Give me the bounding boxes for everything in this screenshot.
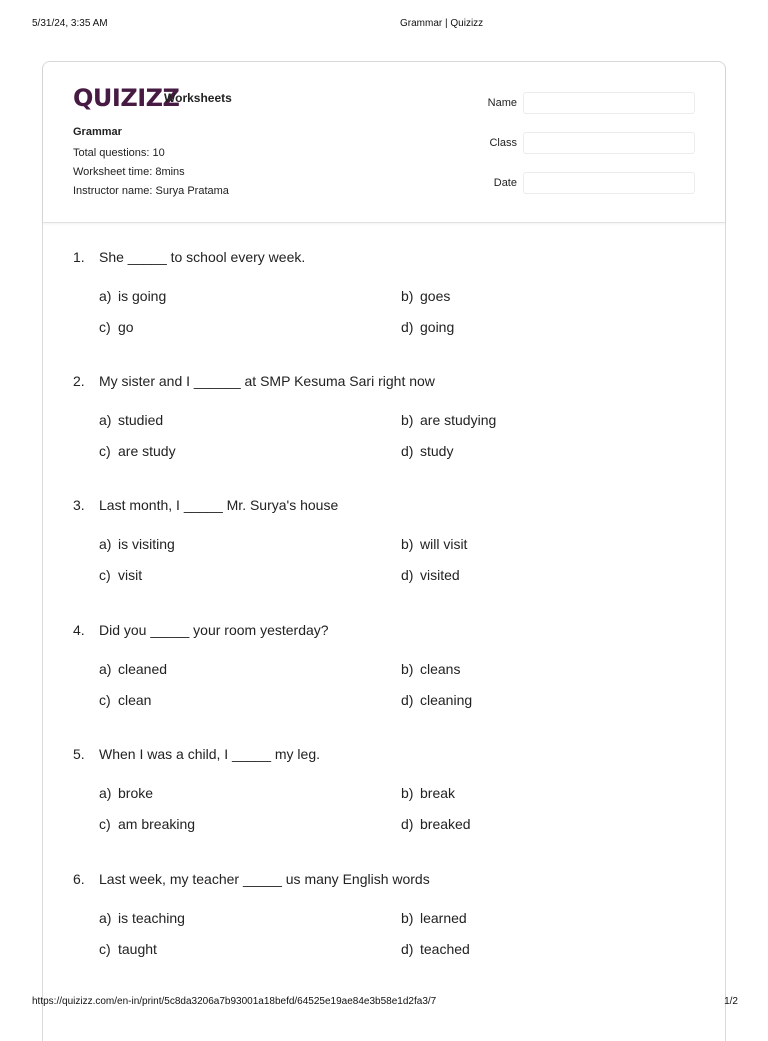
option-b <box>401 910 467 926</box>
option-letter: d) <box>401 816 414 832</box>
question-number: 6. <box>73 871 85 887</box>
question-text: She _____ to school every week. <box>99 249 306 265</box>
question-number: 3. <box>73 497 85 513</box>
option-letter: d) <box>401 692 414 708</box>
option-letter: c) <box>99 319 111 335</box>
option-letter: d) <box>401 443 414 459</box>
option-text: will visit <box>420 536 468 552</box>
option-letter: a) <box>99 536 112 552</box>
option-text: broke <box>118 785 154 801</box>
name-field[interactable] <box>523 92 695 114</box>
option-text: breaked <box>420 816 471 832</box>
class-label: Class <box>489 137 517 149</box>
option-text: are study <box>118 443 176 459</box>
option-letter: a) <box>99 785 112 801</box>
option-text: cleans <box>420 661 461 677</box>
date-field[interactable] <box>523 172 695 194</box>
instructor-name: Instructor name: Surya Pratama <box>73 185 229 197</box>
option-letter: c) <box>99 816 111 832</box>
option-letter: c) <box>99 567 111 583</box>
option-text: is visiting <box>118 536 175 552</box>
question-text: Did you _____ your room yesterday? <box>99 622 329 638</box>
option-text: going <box>420 319 455 335</box>
question-text: When I was a child, I _____ my leg. <box>99 746 320 762</box>
option-text: go <box>118 319 134 335</box>
option-d <box>401 319 454 335</box>
option-letter: a) <box>99 288 112 304</box>
option-a <box>99 661 167 677</box>
option-c <box>99 443 176 459</box>
question-3 <box>73 497 713 607</box>
option-b <box>401 536 467 552</box>
option-d <box>401 941 470 957</box>
option-letter: c) <box>99 443 111 459</box>
question-6 <box>73 871 713 981</box>
print-datetime: 5/31/24, 3:35 AM <box>32 18 108 29</box>
option-text: cleaned <box>118 661 168 677</box>
option-letter: d) <box>401 567 414 583</box>
question-2 <box>73 373 713 483</box>
option-c <box>99 816 195 832</box>
option-a <box>99 910 185 926</box>
worksheet-time: Worksheet time: 8mins <box>73 166 185 178</box>
option-text: are studying <box>420 412 497 428</box>
option-letter: b) <box>401 536 414 552</box>
option-b <box>401 785 455 801</box>
question-text: Last month, I _____ Mr. Surya's house <box>99 497 339 513</box>
option-a <box>99 536 175 552</box>
question-number: 4. <box>73 622 85 638</box>
option-letter: d) <box>401 319 414 335</box>
option-c <box>99 692 151 708</box>
option-letter: a) <box>99 661 112 677</box>
option-text: break <box>420 785 456 801</box>
question-number: 5. <box>73 746 85 762</box>
option-letter: b) <box>401 661 414 677</box>
date-label: Date <box>493 177 517 189</box>
option-d <box>401 816 471 832</box>
option-d <box>401 443 453 459</box>
option-text: is going <box>118 288 167 304</box>
option-letter: a) <box>99 412 112 428</box>
option-letter: c) <box>99 692 111 708</box>
worksheet-title: Grammar <box>73 126 122 138</box>
option-c <box>99 567 142 583</box>
option-letter: c) <box>99 941 111 957</box>
option-text: teached <box>420 941 470 957</box>
option-text: visited <box>420 567 460 583</box>
question-1 <box>73 249 713 359</box>
option-b <box>401 412 496 428</box>
option-letter: b) <box>401 785 414 801</box>
print-header <box>32 18 736 32</box>
option-letter: d) <box>401 941 414 957</box>
option-text: goes <box>420 288 451 304</box>
print-url: https://quizizz.com/en-in/print/5c8da3206a7b93001a18befd/64525e19ae84e3b58e1d2fa3/7 <box>32 996 437 1007</box>
option-a <box>99 288 166 304</box>
option-text: is teaching <box>118 910 185 926</box>
question-number: 2. <box>73 373 85 389</box>
option-text: am breaking <box>118 816 196 832</box>
page-number: 1/2 <box>724 996 738 1007</box>
option-b <box>401 288 450 304</box>
name-label: Name <box>487 97 517 109</box>
question-5 <box>73 746 713 856</box>
class-field[interactable] <box>523 132 695 154</box>
option-d <box>401 567 460 583</box>
option-text: clean <box>118 692 152 708</box>
option-letter: b) <box>401 910 414 926</box>
option-a <box>99 785 153 801</box>
option-text: taught <box>118 941 157 957</box>
total-questions: Total questions: 10 <box>73 147 165 159</box>
option-c <box>99 319 134 335</box>
option-c <box>99 941 157 957</box>
option-text: learned <box>420 910 467 926</box>
option-a <box>99 412 163 428</box>
option-text: cleaning <box>420 692 473 708</box>
option-text: visit <box>118 567 143 583</box>
option-b <box>401 661 460 677</box>
option-letter: b) <box>401 288 414 304</box>
logo-subtitle: Worksheets <box>164 91 232 105</box>
quizizz-logo: QUIZIZZ <box>73 84 180 112</box>
option-d <box>401 692 472 708</box>
question-text: My sister and I ______ at SMP Kesuma Sari right now <box>99 373 435 389</box>
option-text: studied <box>118 412 164 428</box>
question-number: 1. <box>73 249 85 265</box>
worksheet <box>42 61 726 1041</box>
worksheet-header <box>43 62 725 223</box>
option-letter: b) <box>401 412 414 428</box>
question-4 <box>73 622 713 732</box>
option-letter: a) <box>99 910 112 926</box>
question-text: Last week, my teacher _____ us many English words <box>99 871 430 887</box>
option-text: study <box>420 443 454 459</box>
print-page-title: Grammar | Quizizz <box>400 18 484 29</box>
